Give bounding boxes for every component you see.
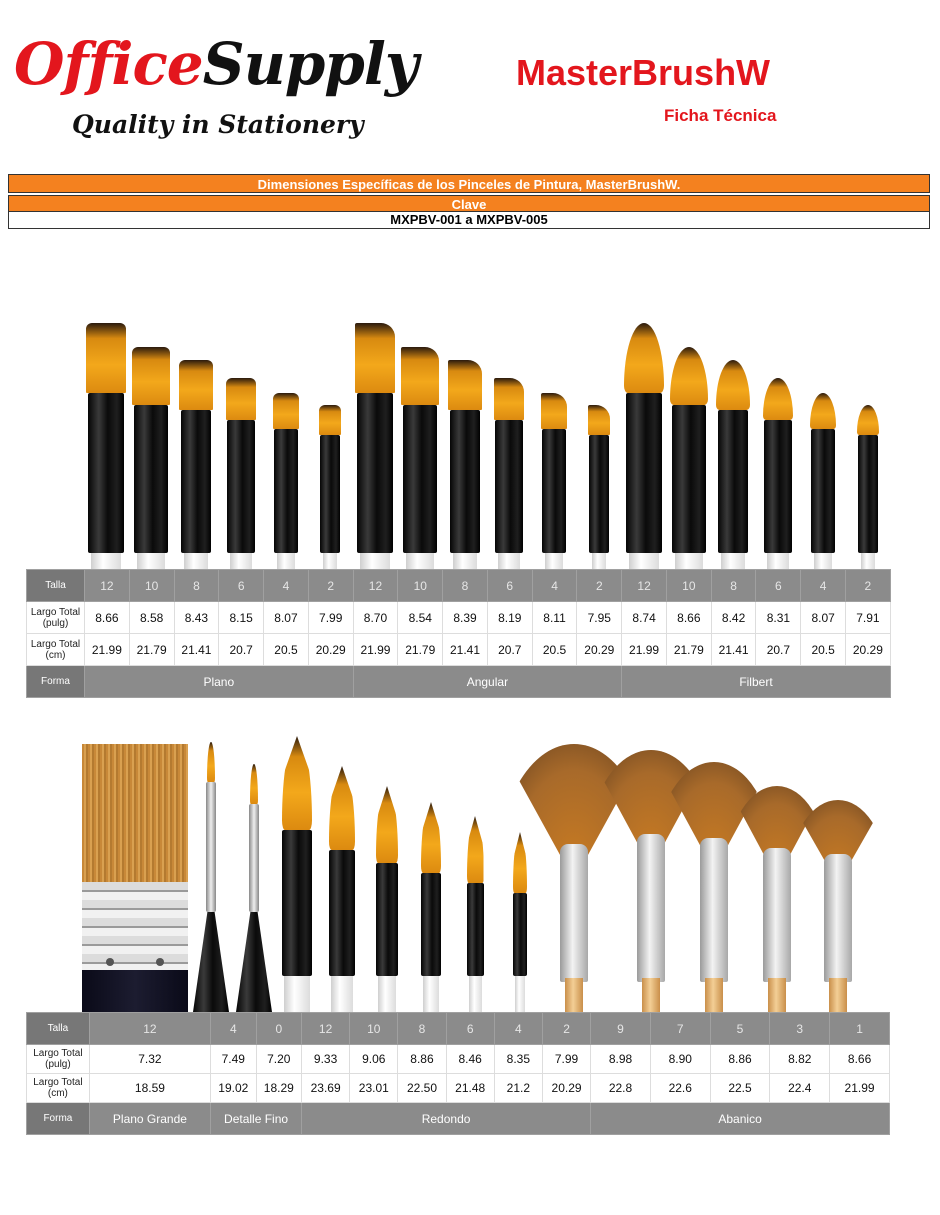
handle [284,976,310,1012]
ferrule [357,393,393,553]
bristle [355,323,395,393]
forma-cell: Plano Grande [89,1103,210,1135]
ferrule [320,435,340,553]
pulg-cell: 8.74 [622,602,667,634]
brush-image [541,393,567,569]
handle [565,978,583,1012]
cm-cell: 20.29 [577,634,622,666]
handle [277,553,295,569]
ferrule [542,429,566,553]
handle [453,553,477,569]
handle [331,976,353,1012]
handle [230,553,252,569]
bristle [207,742,215,782]
talla-cell: 6 [219,570,264,602]
largo-cm-row [27,1074,890,1103]
bristle [401,347,439,405]
pulg-cell: 7.99 [308,602,353,634]
forma-cell: Angular [353,666,622,698]
talla-cell: 10 [129,570,174,602]
bristle [376,786,398,863]
forma-cell: Detalle Fino [211,1103,302,1135]
handle [378,976,396,1012]
bristle [250,764,258,804]
pulg-cell: 8.31 [756,602,801,634]
handle [193,912,229,1012]
talla-cell: 12 [353,570,398,602]
bristle [319,405,341,435]
cm-cell: 20.5 [264,634,309,666]
handle [236,912,272,1012]
cm-cell: 21.41 [443,634,488,666]
pulg-cell: 7.99 [542,1045,590,1074]
talla-cell: 4 [532,570,577,602]
handle [323,553,337,569]
brush-image [401,347,439,569]
cm-cell: 21.41 [174,634,219,666]
cm-cell: 20.7 [487,634,532,666]
pulg-cell: 8.86 [398,1045,446,1074]
brush-image [716,360,750,569]
forma-cell: Redondo [302,1103,591,1135]
cm-cell: 21.41 [711,634,756,666]
pulg-cell: 8.46 [446,1045,494,1074]
brush-image [670,347,708,569]
ferrule [700,838,728,982]
talla-cell: 2 [308,570,353,602]
pulg-cell: 9.33 [302,1045,350,1074]
ferrule [858,435,878,553]
cm-cell: 21.2 [494,1074,542,1103]
ferrule [718,410,748,553]
brand-title: MasterBrushW [516,52,771,93]
pulg-cell: 8.90 [650,1045,710,1074]
brush-image [179,360,213,569]
talla-cell: 12 [622,570,667,602]
ferrule [560,844,588,982]
handle [545,553,563,569]
talla-cell: 2 [577,570,622,602]
bristle [494,378,524,420]
talla-cell: 3 [770,1013,830,1045]
pulg-cell: 8.19 [487,602,532,634]
forma-row [27,666,891,698]
pulg-cell: 7.91 [846,602,891,634]
round-brush-image [282,736,312,1012]
dimensions-table-2 [26,1012,890,1135]
pulg-cell: 8.66 [666,602,711,634]
ferrule [589,435,609,553]
cm-cell: 19.02 [211,1074,256,1103]
handle [675,553,703,569]
cm-cell: 21.79 [129,634,174,666]
ferrule [672,405,706,553]
talla-cell: 2 [542,1013,590,1045]
bristle [448,360,482,410]
largo-pulg-label: Largo Total (pulg) [27,1045,90,1074]
cm-cell: 20.29 [308,634,353,666]
officesupply-logo [14,24,418,164]
bristle [810,393,836,429]
bristle [86,323,126,393]
handle [721,553,745,569]
brush-image [494,378,524,569]
ferrule [181,410,211,553]
bristle [541,393,567,429]
brush-photo-set-1 [26,315,890,569]
handle [469,976,482,1012]
bristle [329,766,355,850]
pulg-cell: 8.82 [770,1045,830,1074]
talla-cell: 6 [487,570,532,602]
detail-brush-image [193,742,229,1012]
forma-label: Forma [27,666,85,698]
handle [592,553,606,569]
bristle [467,816,484,883]
cm-cell: 22.6 [650,1074,710,1103]
logo-wordmark: OfficeSupply [14,30,418,98]
ferrule [824,854,852,982]
bristle [857,405,879,435]
handle [629,553,659,569]
pulg-cell: 8.66 [830,1045,890,1074]
talla-cell: 6 [756,570,801,602]
handle [498,553,520,569]
pulg-cell: 8.39 [443,602,488,634]
ferrule [403,405,437,553]
pulg-cell: 9.06 [350,1045,398,1074]
cm-cell: 18.59 [89,1074,210,1103]
cm-cell: 23.69 [302,1074,350,1103]
ferrule [274,429,298,553]
title-band: Dimensiones Específicas de los Pinceles de Pintura, MasterBrushW. [8,174,930,193]
talla-cell: 8 [443,570,488,602]
cm-cell: 22.8 [591,1074,651,1103]
cm-cell: 22.4 [770,1074,830,1103]
cm-cell: 21.99 [85,634,130,666]
handle [91,553,121,569]
bristle [82,744,188,882]
cm-cell: 20.29 [542,1074,590,1103]
bristle [670,347,708,405]
ferrule [249,804,259,912]
ferrule [88,393,124,553]
pulg-cell: 8.58 [129,602,174,634]
talla-cell: 12 [302,1013,350,1045]
cm-cell: 22.50 [398,1074,446,1103]
logo-tagline: Quality in Stationery [72,110,364,139]
cm-cell: 21.79 [398,634,443,666]
talla-cell: 4 [801,570,846,602]
rivet [106,958,114,966]
handle [184,553,208,569]
brush-image [857,405,879,569]
talla-cell: 12 [89,1013,210,1045]
cm-cell: 21.79 [666,634,711,666]
ferrule [764,420,792,553]
talla-cell: 7 [650,1013,710,1045]
pulg-cell: 8.70 [353,602,398,634]
ferrule [282,830,312,976]
largo-cm-label: Largo Total (cm) [27,634,85,666]
talla-label: Talla [27,570,85,602]
pulg-cell: 7.95 [577,602,622,634]
brush-image [448,360,482,569]
ferrule [206,782,216,912]
cm-cell: 21.99 [622,634,667,666]
talla-cell: 8 [398,1013,446,1045]
brush-image [763,378,793,569]
brush-image [319,405,341,569]
ferrule [450,410,480,553]
talla-label: Talla [27,1013,90,1045]
bristle [763,378,793,420]
handle [82,970,188,1012]
ferrule [376,863,398,976]
cm-cell: 21.48 [446,1074,494,1103]
round-brush-image [376,786,398,1012]
ferrule [82,882,188,984]
talla-cell: 4 [264,570,309,602]
handle [423,976,439,1012]
largo-cm-label: Largo Total (cm) [27,1074,90,1103]
bristle [716,360,750,410]
sheet-subtitle: Ficha Técnica [664,106,777,125]
ferrule [134,405,168,553]
bristle [624,323,664,393]
talla-cell: 5 [710,1013,770,1045]
bristle [132,347,170,405]
pulg-cell: 8.11 [532,602,577,634]
talla-cell: 9 [591,1013,651,1045]
bristle [179,360,213,410]
cm-cell: 21.99 [353,634,398,666]
handle [814,553,832,569]
largo-pulg-label: Largo Total (pulg) [27,602,85,634]
cm-cell: 20.7 [756,634,801,666]
largo-pulg-row [27,602,891,634]
pulg-cell: 7.32 [89,1045,210,1074]
forma-row [27,1103,890,1135]
ferrule [763,848,791,982]
handle [137,553,165,569]
pulg-cell: 8.07 [801,602,846,634]
ferrule [811,429,835,553]
forma-cell: Plano [85,666,354,698]
handle [768,978,786,1012]
cm-cell: 22.5 [710,1074,770,1103]
ferrule [626,393,662,553]
brush-image [132,347,170,569]
pulg-cell: 8.98 [591,1045,651,1074]
brush-image [588,405,610,569]
forma-label: Forma [27,1103,90,1135]
pulg-cell: 8.35 [494,1045,542,1074]
brush-image [810,393,836,569]
round-brush-image [329,766,355,1012]
dimensions-table-1 [26,569,891,698]
talla-cell: 4 [211,1013,256,1045]
brush-image [86,323,126,569]
brush-photo-set-2 [26,730,890,1012]
talla-cell: 10 [398,570,443,602]
talla-cell: 8 [174,570,219,602]
clave-label: Clave [8,195,930,212]
talla-cell: 8 [711,570,756,602]
ferrule [421,873,441,976]
bristle [588,405,610,435]
cm-cell: 20.29 [846,634,891,666]
flat-large-brush-image [82,744,188,1012]
bristle [421,802,441,873]
talla-cell: 10 [666,570,711,602]
talla-cell: 1 [830,1013,890,1045]
cm-cell: 20.7 [219,634,264,666]
talla-cell: 6 [446,1013,494,1045]
largo-cm-row [27,634,891,666]
cm-cell: 21.99 [830,1074,890,1103]
ferrule [227,420,255,553]
pulg-cell: 7.20 [256,1045,301,1074]
pulg-cell: 7.49 [211,1045,256,1074]
talla-cell: 10 [350,1013,398,1045]
pulg-cell: 8.42 [711,602,756,634]
cm-cell: 18.29 [256,1074,301,1103]
pulg-cell: 8.43 [174,602,219,634]
brush-image [226,378,256,569]
ferrule [467,883,484,976]
cm-cell: 20.5 [801,634,846,666]
cm-cell: 23.01 [350,1074,398,1103]
talla-cell: 12 [85,570,130,602]
talla-cell: 4 [494,1013,542,1045]
largo-pulg-row [27,1045,890,1074]
handle [829,978,847,1012]
bristle [273,393,299,429]
forma-cell: Filbert [622,666,891,698]
rivet [156,958,164,966]
pulg-cell: 8.54 [398,602,443,634]
pulg-cell: 8.07 [264,602,309,634]
ferrule [495,420,523,553]
round-brush-image [421,802,441,1012]
bristle [282,736,312,830]
pulg-cell: 8.15 [219,602,264,634]
brush-image [624,323,664,569]
ferrule [329,850,355,976]
cm-cell: 20.5 [532,634,577,666]
talla-cell: 2 [846,570,891,602]
brush-image [355,323,395,569]
talla-row [27,570,891,602]
handle [360,553,390,569]
pulg-cell: 8.66 [85,602,130,634]
forma-cell: Abanico [591,1103,890,1135]
round-brush-image [467,816,484,1012]
handle [705,978,723,1012]
detail-brush-image [236,764,272,1012]
clave-value: MXPBV-001 a MXPBV-005 [8,212,930,229]
talla-row [27,1013,890,1045]
handle [406,553,434,569]
talla-cell: 0 [256,1013,301,1045]
fan-brush-image [790,800,886,1012]
handle [861,553,875,569]
handle [767,553,789,569]
bristle [226,378,256,420]
brush-image [273,393,299,569]
pulg-cell: 8.86 [710,1045,770,1074]
